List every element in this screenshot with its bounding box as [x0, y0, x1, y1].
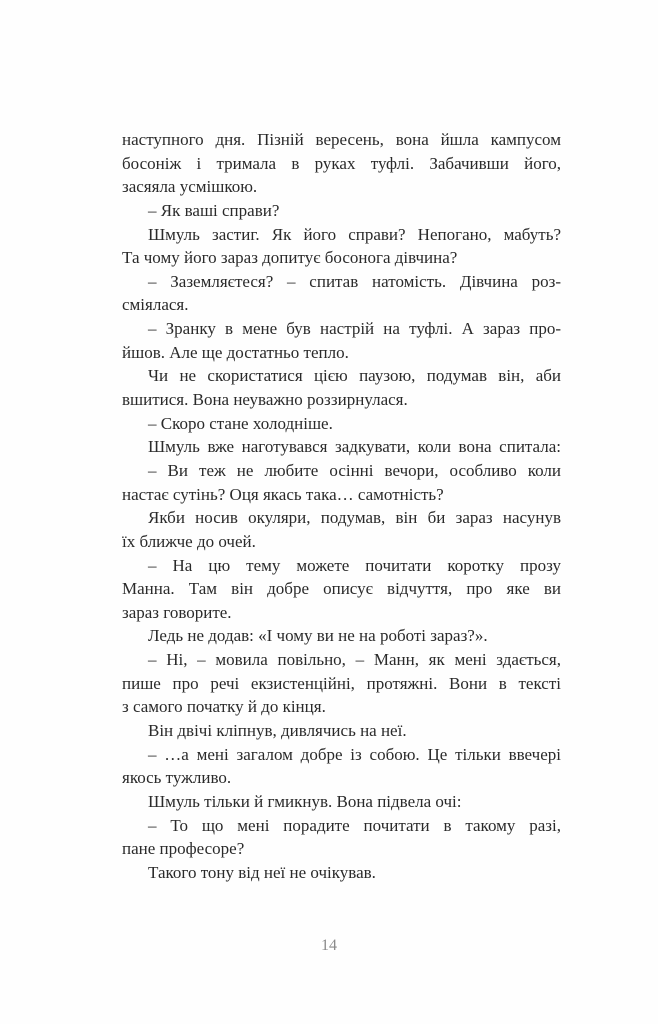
text-line: – То що мені порадите почитати в такому разі,: [148, 815, 561, 835]
text-line: сміялася.: [122, 295, 189, 315]
text-line: Шмуль тільки й гмикнув. Вона підвела очі:: [148, 791, 462, 811]
text-line: їх ближче до очей.: [122, 531, 256, 551]
text-line: – Як ваші справи?: [148, 200, 280, 220]
text-line: – Заземляєтеся? – спитав натомість. Дівчина роз-: [148, 271, 561, 291]
text-line: Такого тону від неї не очікував.: [148, 862, 376, 882]
text-line: якось тужливо.: [122, 768, 232, 788]
text-line: Ледь не додав: «І чому ви не на роботі зараз?».: [148, 626, 488, 646]
text-line: наступного дня. Пізній вересень, вона йшла кампусом: [122, 130, 561, 149]
text-line: Шмуль застиг. Як його справи? Непогано, мабуть?: [148, 224, 561, 244]
text-line: – Ні, – мовила повільно, – Манн, як мені здається,: [148, 650, 561, 670]
text-line: вшитися. Вона неуважно роззирнулася.: [122, 390, 408, 410]
text-line: пише про речі екзистенційні, протяжні. Вони в тексті: [122, 673, 561, 693]
text-line: – Ви теж не любите осінні вечори, особливо коли: [148, 460, 561, 480]
text-line: – Скоро стане холодніше.: [148, 413, 333, 433]
text-line: Манна. Там він добре описує відчуття, про яке ви: [122, 579, 561, 599]
text-line: Та чому його зараз допитує босонога дівчина?: [122, 248, 458, 268]
text-line: настає сутінь? Оця якась така… самотність?: [122, 484, 444, 504]
text-line: – …а мені загалом добре із собою. Це тільки ввечері: [148, 744, 561, 764]
text-line: пане професоре?: [122, 839, 245, 859]
text-line: – Зранку в мене був настрій на туфлі. А зараз про-: [148, 319, 561, 339]
text-line: босоніж і тримала в руках туфлі. Забачивши його,: [122, 153, 561, 173]
text-line: йшов. Але ще достатньо тепло.: [122, 342, 349, 362]
text-line: Чи не скористатися цією паузою, подумав він, аби: [148, 366, 561, 386]
text-line: з самого початку й до кінця.: [122, 697, 326, 717]
text-line: Шмуль вже наготувався задкувати, коли вона спитала:: [148, 437, 561, 457]
text-line: – На цю тему можете почитати коротку прозу: [148, 555, 561, 575]
text-line: засяяла усмішкою.: [122, 177, 258, 197]
text-line: Якби носив окуляри, подумав, він би зараз насунув: [148, 508, 561, 528]
text-line: Він двічі кліпнув, дивлячись на неї.: [148, 721, 407, 741]
body-text: [122, 128, 561, 885]
text-line: зараз говорите.: [122, 602, 232, 622]
page-number: 14: [321, 937, 337, 954]
